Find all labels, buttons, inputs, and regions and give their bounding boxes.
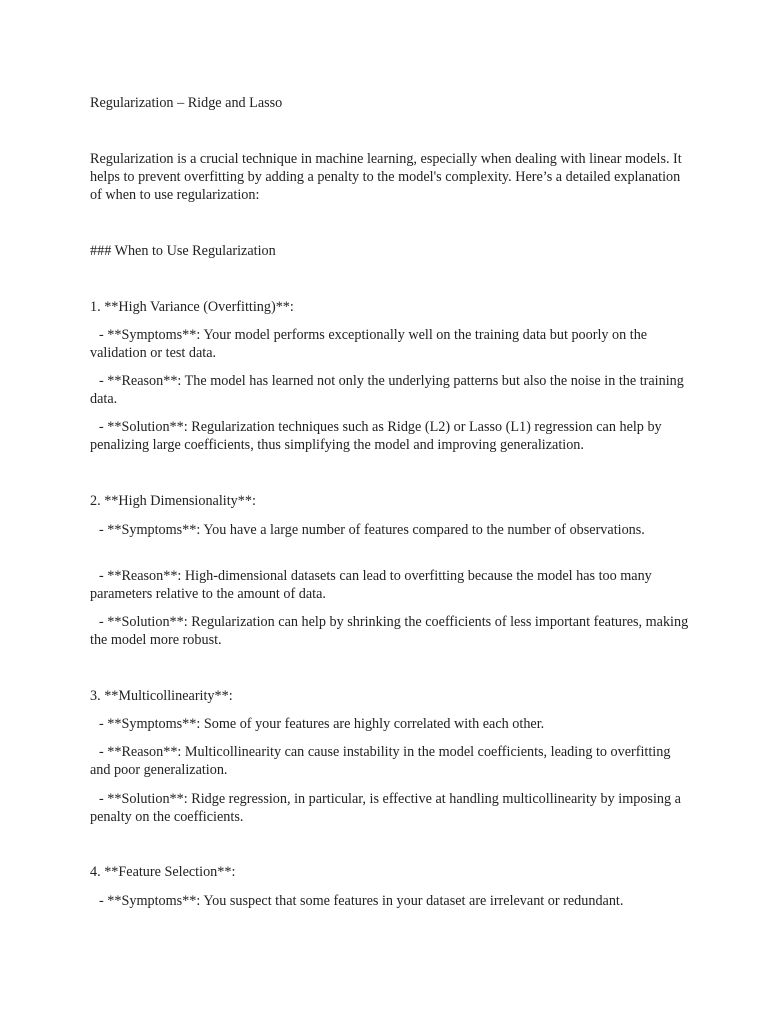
item-point: - **Reason**: The model has learned not only the underlying patterns but also the noise in the training data. — [90, 373, 688, 407]
section-heading: ### When to Use Regularization — [90, 243, 276, 259]
item-point: - **Reason**: Multicollinearity can cause instability in the model coefficients, leading to overfitting and poor generalization. — [90, 744, 674, 778]
intro-paragraph: Regularization is a crucial technique in machine learning, especially when dealing with linear models. It helps to prevent overfitting by adding a penalty to the model's complexity. Here’s a detailed explanation of when to use regularization: — [90, 151, 686, 203]
item-point: - **Symptoms**: You have a large number of features compared to the number of observations. — [99, 522, 645, 538]
item-point: - **Symptoms**: Your model performs exceptionally well on the training data but poorly on the validation or test data. — [90, 327, 651, 361]
item-heading: 2. **High Dimensionality**: — [90, 493, 256, 509]
item-point: - **Reason**: High-dimensional datasets can lead to overfitting because the model has too many parameters relative to the amount of data. — [90, 568, 656, 602]
item-point: - **Solution**: Regularization can help by shrinking the coefficients of less important features, making the model more robust. — [90, 614, 692, 648]
item-heading: 1. **High Variance (Overfitting)**: — [90, 299, 294, 315]
item-point: - **Solution**: Regularization techniques such as Ridge (L2) or Lasso (L1) regression can help by penalizing large coefficients, thus simplifying the model and improving generalization. — [90, 419, 666, 453]
item-point: - **Symptoms**: You suspect that some features in your dataset are irrelevant or redundant. — [99, 893, 624, 909]
item-point: - **Solution**: Ridge regression, in particular, is effective at handling multicollinearity by imposing a penalty on the coefficients. — [90, 791, 685, 825]
item-point: - **Symptoms**: Some of your features are highly correlated with each other. — [99, 716, 545, 732]
item-heading: 4. **Feature Selection**: — [90, 864, 236, 880]
document-title: Regularization – Ridge and Lasso — [90, 95, 283, 111]
item-heading: 3. **Multicollinearity**: — [90, 688, 233, 704]
